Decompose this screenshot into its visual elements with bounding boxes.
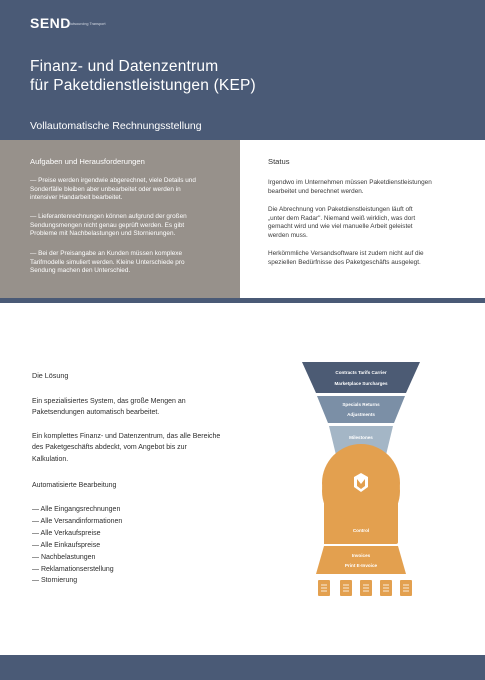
funnel-output-line-2: Print E-Invoice (344, 563, 378, 568)
text-line: werden muss. (268, 231, 308, 239)
funnel-level-2-line-1: Specials Returns (342, 402, 380, 407)
text-line: des Paketgeschäfts abdeckt, vom Angebot bis zur (32, 444, 187, 452)
text-line: Herkömmliche Versandsoftware ist zudem nicht auf die (268, 250, 424, 257)
status-paragraph-2 (268, 206, 473, 240)
funnel-level-1-line-1: Contracts Tarifs Carrier (335, 370, 387, 375)
list-item: — Nachbelastungen (32, 553, 96, 561)
tasks-paragraph-3 (30, 250, 230, 276)
funnel-level-2-line-2: Adjustments (347, 412, 375, 417)
text-line: Tarifmodelle simuliert werden. Kleine Unterschiede pro (30, 258, 185, 266)
control-stem-left (324, 510, 338, 544)
list-item: — Reklamationserstellung (32, 565, 114, 573)
text-line: Ein komplettes Finanz- und Datenzentrum, das alle Bereiche (32, 433, 221, 440)
tasks-paragraph-1 (30, 177, 230, 203)
tasks-paragraph-2 (30, 213, 230, 239)
text-line: „unter dem Radar". Niemand weiß wirklich, was dort (268, 214, 416, 222)
title-line-2: für Paketdienstleistungen (KEP) (30, 77, 256, 94)
text-line: Die Abrechnung von Paketdienstleistungen läuft oft (268, 206, 413, 213)
text-line: Paketsendungen automatisch bearbeitet. (32, 409, 160, 417)
solution-paragraph-1 (32, 396, 186, 419)
list-item: — Stornierung (32, 577, 78, 585)
title-line-1: Finanz- und Datenzentrum (30, 58, 219, 75)
logo: SEND (30, 15, 71, 31)
status-heading: Status (268, 157, 290, 166)
text-line: intensiver Handarbeit bearbeitet. (30, 194, 123, 202)
status-panel (240, 140, 485, 298)
page-title (30, 57, 256, 95)
funnel-level-1 (302, 362, 420, 393)
tasks-panel (0, 140, 240, 298)
text-line: Sonderfälle bleiben aber unbearbeitet oder werden in (30, 185, 181, 193)
funnel-level-3-label: Milestones (349, 435, 373, 440)
funnel-diagram (302, 360, 420, 608)
text-line: Ein spezialisiertes System, das große Mengen an (32, 398, 186, 405)
text-line: Sendung machen den Unterschied. (30, 267, 131, 275)
text-line: bearbeitet und berechnet werden. (268, 187, 364, 195)
footer-bar (0, 655, 485, 680)
solution-heading: Die Lösung (32, 371, 69, 380)
text-line: Sendungsmengen nicht genau geprüft werden. Es gibt (30, 221, 185, 229)
logo-tagline: Outsourcing Transport (68, 22, 106, 26)
text-line: — Lieferantenrechnungen können aufgrund der großen (30, 213, 187, 220)
text-line: Irgendwo im Unternehmen müssen Paketdienstleistungen (268, 179, 432, 186)
text-line: — Preise werden irgendwie abgerechnet, viele Details und (30, 177, 196, 184)
text-line: Kalkulation. (32, 455, 69, 463)
page-subtitle: Vollautomatische Rechnungsstellung (30, 120, 202, 132)
list-item: — Alle Verkaufspreise (32, 529, 101, 537)
list-item: — Alle Eingangsrechnungen (32, 506, 121, 513)
solution-paragraph-2 (32, 431, 220, 465)
automation-list (32, 504, 122, 587)
header (0, 0, 485, 140)
section-divider (0, 298, 485, 303)
text-line: Probleme mit Nachbelastungen und Stornierungen. (30, 230, 176, 238)
text-line: speziellen Bedürfnisse des Paketgeschäfts ausgelegt. (268, 258, 421, 266)
funnel-output (316, 546, 406, 574)
status-paragraph-1 (268, 179, 473, 196)
funnel-output-line-1: Invoices (351, 553, 371, 558)
funnel-level-2 (317, 396, 405, 423)
automation-heading: Automatisierte Bearbeitung (32, 482, 117, 489)
tasks-heading: Aufgaben und Herausforderungen (30, 157, 145, 166)
text-line: — Bei der Preisangabe an Kunden müssen komplexe (30, 250, 183, 257)
list-item: — Alle Einkaufspreise (32, 541, 101, 549)
text-line: gemacht wird und wie viel manuelle Arbeit geleistet (268, 223, 413, 231)
status-paragraph-3 (268, 250, 473, 267)
list-item: — Alle Versandinformationen (32, 517, 123, 525)
control-label: Control (352, 528, 370, 533)
funnel-level-1-line-2: Marketplace Surcharges (334, 381, 388, 386)
